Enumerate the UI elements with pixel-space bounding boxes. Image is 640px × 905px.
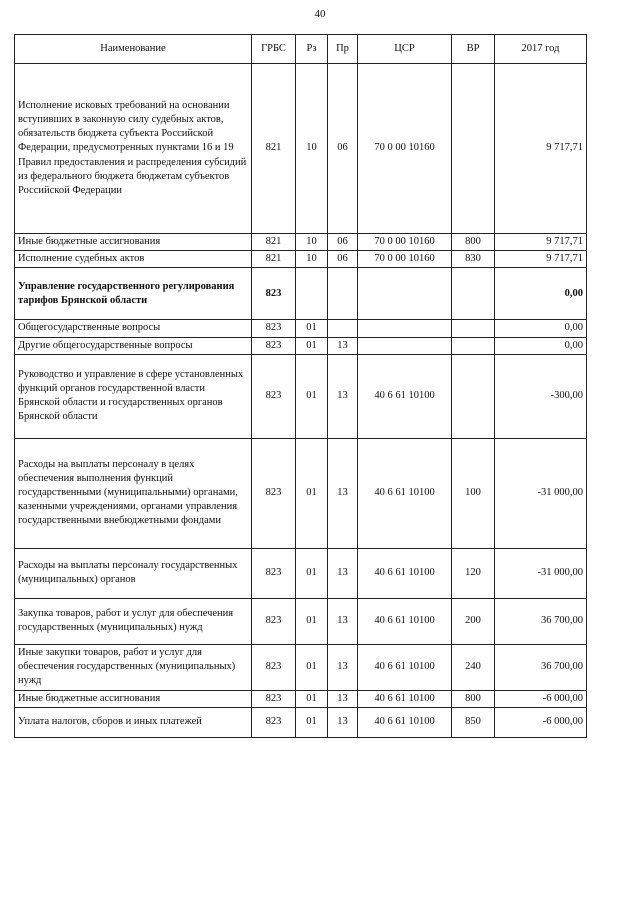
row-name: Управление государственного регулирования тарифов Брянской области: [15, 268, 252, 320]
row-vr: 100: [452, 438, 495, 548]
budget-table: [14, 34, 587, 738]
row-grbs: 821: [252, 64, 296, 234]
row-rz: 01: [296, 690, 328, 707]
row-grbs: 823: [252, 598, 296, 644]
row-grbs: 823: [252, 337, 296, 354]
row-pr: [328, 268, 358, 320]
header-grbs: ГРБС: [252, 35, 296, 64]
row-rz: 10: [296, 234, 328, 251]
row-amount: 0,00: [495, 337, 587, 354]
row-vr: 830: [452, 251, 495, 268]
row-csr: [358, 320, 452, 337]
row-csr: 70 0 00 10160: [358, 251, 452, 268]
row-grbs: 823: [252, 707, 296, 737]
table-row: [15, 354, 587, 438]
row-name: Иные бюджетные ассигнования: [15, 234, 252, 251]
row-vr: 120: [452, 548, 495, 598]
table-row: [15, 598, 587, 644]
row-rz: 01: [296, 438, 328, 548]
row-vr: [452, 337, 495, 354]
table-row: [15, 438, 587, 548]
row-csr: 40 6 61 10100: [358, 598, 452, 644]
row-pr: 13: [328, 690, 358, 707]
row-vr: 200: [452, 598, 495, 644]
row-amount: 36 700,00: [495, 644, 587, 690]
page-number: 40: [314, 8, 326, 20]
row-pr: 13: [328, 337, 358, 354]
row-amount: 9 717,71: [495, 234, 587, 251]
row-grbs: 823: [252, 438, 296, 548]
row-vr: [452, 354, 495, 438]
row-grbs: 823: [252, 690, 296, 707]
table-row: [15, 320, 587, 337]
row-amount: 0,00: [495, 268, 587, 320]
row-name: Иные закупки товаров, работ и услуг для обеспечения государственных (муниципальных) нужд: [15, 644, 252, 690]
row-pr: 06: [328, 64, 358, 234]
row-name: Общегосударственные вопросы: [15, 320, 252, 337]
row-name: Исполнение исковых требований на основании вступивших в законную силу судебных актов, обязательств бюджета субъекта Российской Федерации, предусмотренных пунктами 16 и 19 Правил предоставления и распределения субсидий из федерального бюджета бюджетам субъектов Российской Федерации: [15, 64, 252, 234]
row-amount: 36 700,00: [495, 598, 587, 644]
row-csr: 40 6 61 10100: [358, 644, 452, 690]
row-csr: 40 6 61 10100: [358, 438, 452, 548]
table-row: [15, 251, 587, 268]
row-amount: -6 000,00: [495, 690, 587, 707]
row-pr: 13: [328, 707, 358, 737]
row-amount: -31 000,00: [495, 438, 587, 548]
header-name: Наименование: [15, 35, 252, 64]
row-vr: [452, 268, 495, 320]
row-name: Другие общегосударственные вопросы: [15, 337, 252, 354]
row-rz: 01: [296, 354, 328, 438]
row-name: Расходы на выплаты персоналу в целях обеспечения выполнения функций государственными (муниципальными) органами, казенными учреждениями, органами управления государственными внебюджетными фондами: [15, 438, 252, 548]
header-rz: Рз: [296, 35, 328, 64]
row-grbs: 823: [252, 354, 296, 438]
row-pr: 06: [328, 251, 358, 268]
row-rz: 01: [296, 337, 328, 354]
row-amount: -31 000,00: [495, 548, 587, 598]
row-rz: 01: [296, 644, 328, 690]
row-vr: 800: [452, 234, 495, 251]
row-name: Исполнение судебных актов: [15, 251, 252, 268]
row-csr: [358, 268, 452, 320]
row-grbs: 823: [252, 548, 296, 598]
row-amount: -300,00: [495, 354, 587, 438]
row-name: Уплата налогов, сборов и иных платежей: [15, 707, 252, 737]
row-rz: [296, 268, 328, 320]
row-rz: 01: [296, 598, 328, 644]
row-amount: 9 717,71: [495, 251, 587, 268]
header-csr: ЦСР: [358, 35, 452, 64]
row-vr: 240: [452, 644, 495, 690]
row-pr: 13: [328, 598, 358, 644]
row-vr: 850: [452, 707, 495, 737]
table-row: [15, 644, 587, 690]
row-grbs: 821: [252, 234, 296, 251]
row-csr: 70 0 00 10160: [358, 64, 452, 234]
row-grbs: 823: [252, 320, 296, 337]
row-csr: [358, 337, 452, 354]
row-vr: [452, 320, 495, 337]
row-csr: 40 6 61 10100: [358, 548, 452, 598]
table-row: [15, 268, 587, 320]
header-vr: ВР: [452, 35, 495, 64]
row-grbs: 821: [252, 251, 296, 268]
row-rz: 01: [296, 320, 328, 337]
row-amount: 0,00: [495, 320, 587, 337]
table-row: [15, 690, 587, 707]
row-csr: 70 0 00 10160: [358, 234, 452, 251]
table-row: [15, 64, 587, 234]
row-amount: 9 717,71: [495, 64, 587, 234]
row-csr: 40 6 61 10100: [358, 354, 452, 438]
row-rz: 01: [296, 707, 328, 737]
row-grbs: 823: [252, 644, 296, 690]
row-amount: -6 000,00: [495, 707, 587, 737]
row-pr: 13: [328, 354, 358, 438]
row-name: Руководство и управление в сфере установленных функций органов государственной власти Брянской области и государственных органов Брянской области: [15, 354, 252, 438]
row-vr: [452, 64, 495, 234]
row-rz: 01: [296, 548, 328, 598]
row-name: Расходы на выплаты персоналу государственных (муниципальных) органов: [15, 548, 252, 598]
row-rz: 10: [296, 64, 328, 234]
table-row: [15, 234, 587, 251]
row-grbs: 823: [252, 268, 296, 320]
row-rz: 10: [296, 251, 328, 268]
header-row: [15, 35, 587, 64]
table-row: [15, 337, 587, 354]
header-year: 2017 год: [495, 35, 587, 64]
table-row: [15, 707, 587, 737]
row-pr: 13: [328, 644, 358, 690]
row-pr: 13: [328, 438, 358, 548]
row-csr: 40 6 61 10100: [358, 690, 452, 707]
table-row: [15, 548, 587, 598]
header-pr: Пр: [328, 35, 358, 64]
row-pr: [328, 320, 358, 337]
row-pr: 13: [328, 548, 358, 598]
row-name: Закупка товаров, работ и услуг для обеспечения государственных (муниципальных) нужд: [15, 598, 252, 644]
row-csr: 40 6 61 10100: [358, 707, 452, 737]
row-vr: 800: [452, 690, 495, 707]
row-name: Иные бюджетные ассигнования: [15, 690, 252, 707]
row-pr: 06: [328, 234, 358, 251]
